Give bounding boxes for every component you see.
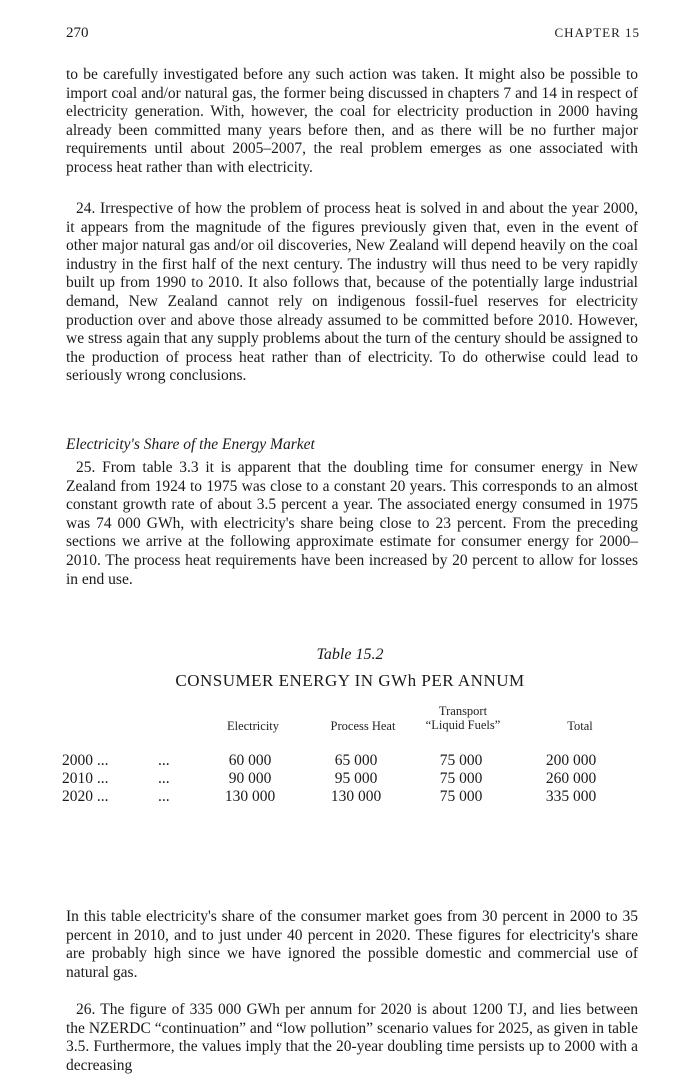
row-year: 2010 ... [62,770,109,787]
row-year: 2020 ... [62,788,109,805]
cell-electricity: 60 000 [228,752,272,769]
energy-table [62,752,626,806]
column-header-process-heat: Process Heat [330,719,396,733]
chapter-label: CHAPTER 15 [554,25,640,40]
row-leader: ... [158,788,170,805]
cell-total: 260 000 [545,770,597,787]
cell-transport: 75 000 [439,788,483,805]
cell-process-heat: 65 000 [334,752,378,769]
page-number: 270 [66,25,89,41]
row-year: 2000 ... [62,752,109,769]
cell-process-heat: 95 000 [334,770,378,787]
paragraph-continuation: to be carefully investigated before any such action was taken. It might also be possible to import coal and/or natural gas, the former being discussed in chapters 7 and 14 in respect of electricity generation. With, however, the coal for electricity production in 2000 having already been committed many years before then, and as there will be no further major requirements until about 2005–2007, the real problem emerges as one associated with process heat rather than with electricity. [66,66,638,176]
table-row [62,788,626,806]
cell-total: 200 000 [545,752,597,769]
cell-transport: 75 000 [439,770,483,787]
table-row [62,752,626,770]
cell-electricity: 130 000 [224,788,276,805]
column-header-electricity: Electricity [226,719,280,733]
table-title: CONSUMER ENERGY IN GWh PER ANNUM [175,671,525,690]
paragraph-24: 24. Irrespective of how the problem of process heat is solved in and about the year 2000, it appears from the magnitude of the figures previously given that, even in the event of other major natural gas and/or oil discoveries, New Zealand will depend heavily on the coal industry in the first half of the next century. The industry will thus need to be very rapidly built up from 1990 to 2010. It also follows that, because of the potentially large industrial demand, New Zealand cannot rely on indigenous fossil-fuel reserves for electricity production over and above those already assumed to be committed before 2010. However, we stress again that any supply problems about the turn of the century should be assigned to the production of process heat rather than of electricity. To do otherwise could lead to seriously wrong conclusions. [66,200,638,385]
table-caption: Table 15.2 [316,646,384,663]
column-header-total: Total [567,719,593,733]
table-row [62,770,626,788]
row-leader: ... [158,770,170,787]
column-header-transport: Transport “Liquid Fuels” [425,704,501,732]
cell-process-heat: 130 000 [330,788,382,805]
row-leader: ... [158,752,170,769]
section-heading: Electricity's Share of the Energy Market [66,436,315,453]
cell-transport: 75 000 [439,752,483,769]
cell-total: 335 000 [545,788,597,805]
cell-electricity: 90 000 [228,770,272,787]
paragraph-25: 25. From table 3.3 it is apparent that the doubling time for consumer energy in New Zealand from 1924 to 1975 was close to a constant 20 years. This corresponds to an almost constant growth rate of about 3.5 percent a year. The associated energy consumed in 1975 was 74 000 GWh, with electricity's share being close to 23 percent. From the preceding sections we arrive at the following approximate estimate for consumer energy for 2000–2010. The process heat requirements have been increased by 20 percent to allow for losses in end use. [66,459,638,588]
paragraph-26: 26. The figure of 335 000 GWh per annum for 2020 is about 1200 TJ, and lies between the NZERDC “continuation” and “low pollution” scenario values for 2025, as given in table 3.5. Furthermore, the values imply that the 20-year doubling time persists up to 2000 with a decreasing [66,1001,638,1074]
paragraph-table-commentary: In this table electricity's share of the consumer market goes from 30 percent in 2000 to 35 percent in 2010, and to just under 40 percent in 2020. These figures for electricity's share are probably high since we have ignored the possible domestic and commercial use of natural gas. [66,908,638,981]
